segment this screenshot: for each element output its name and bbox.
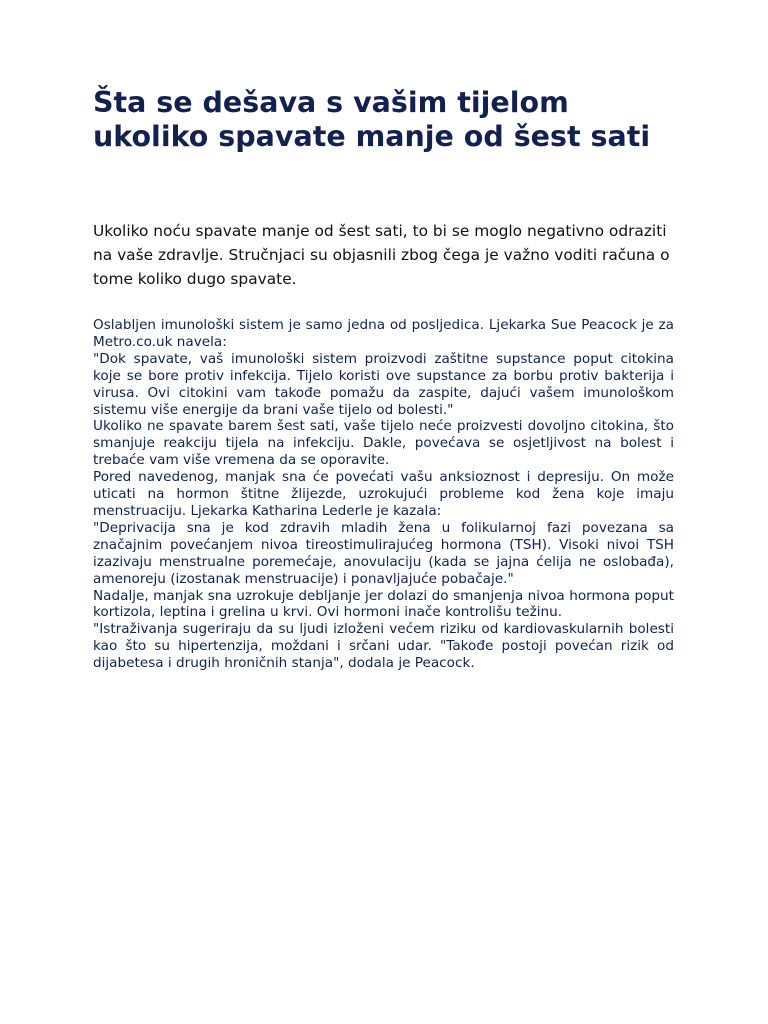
body-paragraph: "Deprivacija sna je kod zdravih mladih žena u folikularnoj fazi povezana sa značajnim povećanjem nivoa tireostimulirajućeg hormona (TSH). Visoki nivoi TSH izazivaju menstrualne poremećaje, anovulaciju (kada se jajna ćelija ne oslobađa), amenoreju (izostanak menstruacije) i ponavljajuće pobačaje." — [93, 519, 674, 587]
body-paragraph: "Istraživanja sugeriraju da su ljudi izloženi većem riziku od kardiovaskularnih bolesti kao što su hipertenzija, moždani i srčani udar. "Takođe postoji povećan rizik od dijabetesa i drugih hroničnih stanja", dodala je Peacock. — [93, 621, 674, 672]
article-body — [93, 317, 674, 672]
body-paragraph: Nadalje, manjak sna uzrokuje debljanje jer dolazi do smanjenja nivoa hormona poput kortizola, leptina i grelina u krvi. Ovi hormoni inače kontrolišu težinu. — [93, 587, 674, 621]
article-lead: Ukoliko noću spavate manje od šest sati, to bi se moglo negativno odraziti na vaše zdravlje. Stručnjaci su objasnili zbog čega je važno voditi računa o tome koliko dugo spavate. — [93, 222, 670, 288]
body-paragraph: Ukoliko ne spavate barem šest sati, vaše tijelo neće proizvesti dovoljno citokina, što smanjuje reakciju tijela na infekciju. Dakle, povećava se osjetljivost na bolest i trebaće vam više vremena da se oporavite. — [93, 418, 674, 469]
article-title: Šta se dešava s vašim tijelom ukoliko spavate manje od šest sati — [93, 86, 651, 153]
body-paragraph: Pored navedenog, manjak sna će povećati vašu anksioznost i depresiju. On može uticati na hormon štitne žlijezde, uzrokujući probleme kod žena koje imaju menstruaciju. Ljekarka Katharina Lederle je kazala: — [93, 469, 674, 519]
body-paragraph: Oslabljen imunološki sistem je samo jedna od posljedica. Ljekarka Sue Peacock je za Metro.co.uk navela: — [93, 317, 674, 350]
body-paragraph: "Dok spavate, vaš imunološki sistem proizvodi zaštitne supstance poput citokina koje se bore protiv infekcija. Tijelo koristi ove supstance za borbu protiv bakterija i virusa. Ovi citokini vam takođe pomažu da zaspite, dajući vašem imunološkom sistemu više energije da brani vaše tijelo od bolesti." — [93, 350, 674, 418]
